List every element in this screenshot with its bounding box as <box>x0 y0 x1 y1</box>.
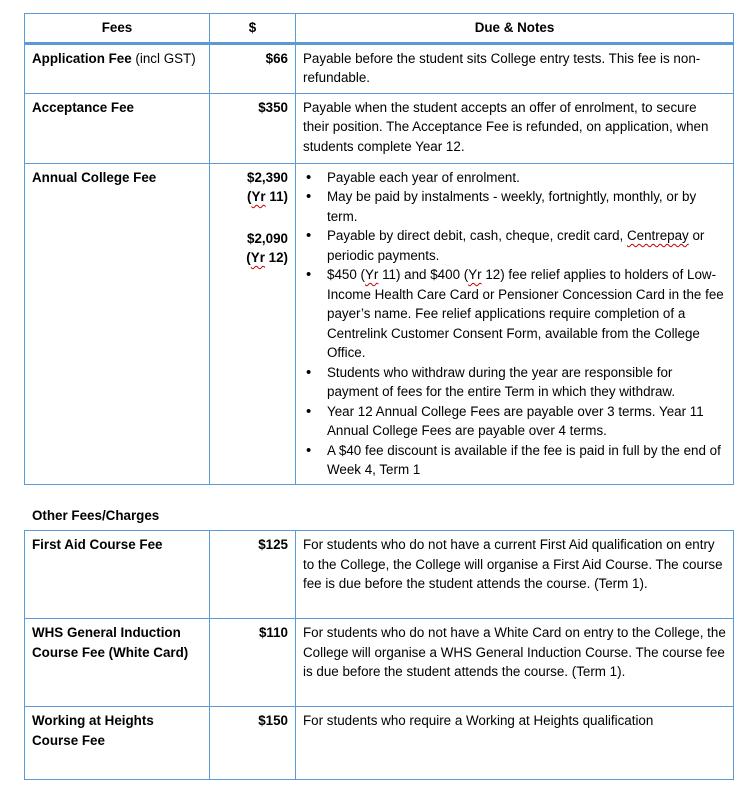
table-row-working-at-heights <box>25 707 734 780</box>
fee-name: Acceptance Fee <box>25 93 210 163</box>
bullet3-centrepay: Centrepay <box>626 228 689 243</box>
annual-amount-cell <box>210 163 296 484</box>
list-item: • A $40 fee discount is available if the fee is paid in full by the end of Week 4, Term 1 <box>303 441 726 480</box>
amount-yr11: $2,390 <box>247 169 288 185</box>
fee-notes: For students who require a Working at Heights qualification <box>296 707 734 780</box>
table-header-row <box>25 14 734 44</box>
fee-name: Working at Heights Course Fee <box>25 707 210 780</box>
fee-notes: Payable before the student sits College entry tests. This fee is non-refundable. <box>296 43 734 93</box>
fee-amount: $350 <box>210 93 296 163</box>
bullet4-text-mid: 11) and $400 ( <box>378 267 469 282</box>
fee-name: First Aid Course Fee <box>25 531 210 619</box>
fee-notes: For students who do not have a current First Aid qualification on entry to the College, the College will organise a First Aid Course. The course fee is due before the student attends the course. (Term 1). <box>296 531 734 619</box>
label-yr12-close: 12) <box>264 250 288 265</box>
label-yr11-open: ( <box>247 189 252 204</box>
bullet3-text-end: or periodic payments. <box>327 228 705 263</box>
fee-name: WHS General Induction Course Fee (White Card) <box>25 619 210 707</box>
label-yr11-close: 11) <box>265 189 288 204</box>
fee-name: Application Fee <box>32 50 132 66</box>
table-row-annual-college-fee <box>25 163 734 484</box>
annual-notes-cell <box>296 163 734 484</box>
amount-yr12: $2,090 <box>247 230 288 246</box>
fee-amount: $125 <box>210 531 296 619</box>
table-row-first-aid <box>25 531 734 619</box>
fee-amount: $110 <box>210 619 296 707</box>
fee-notes: For students who do not have a White Card on entry to the College, the College will organise a WHS General Induction Course. The course fee is due before the student attends the course. (Term 1). <box>296 619 734 707</box>
list-item <box>303 226 726 265</box>
bullet4-yr: Yr <box>364 267 379 282</box>
bullet4-text: $450 ( <box>327 267 365 282</box>
header-fees: Fees <box>25 14 210 44</box>
bullet4-yr-2: Yr <box>468 267 482 282</box>
table-row-acceptance-fee <box>25 93 734 163</box>
annual-notes-list <box>303 168 726 480</box>
bullet3-text: Payable by direct debit, cash, cheque, credit card, <box>327 228 627 243</box>
fee-amount: $150 <box>210 707 296 780</box>
other-fees-heading: Other Fees/Charges <box>32 508 160 523</box>
list-item <box>303 265 726 363</box>
label-yr11 <box>217 187 288 207</box>
label-yr12 <box>217 248 288 268</box>
list-item: • Payable each year of enrolment. <box>303 168 726 188</box>
fee-name-cell <box>25 43 210 93</box>
main-fees-table <box>24 13 734 485</box>
list-item: • Students who withdraw during the year are responsible for payment of fees for the entire Term in which they withdraw. <box>303 363 726 402</box>
table-row-application-fee <box>25 43 734 93</box>
table-row-whs-induction <box>25 619 734 707</box>
fee-amount: $66 <box>210 43 296 93</box>
other-fees-table <box>24 530 734 780</box>
bullet4-text-end: 12) fee relief applies to holders of Low-Income Health Care Card or Pensioner Concession Card in the fee payer’s name. Fee relief applications require completion of a Centrelink Customer Consent Form, available from the College Office. <box>327 267 724 360</box>
label-yr11-yr: Yr <box>251 189 266 204</box>
list-item: • Year 12 Annual College Fees are payable over 3 terms. Year 11 Annual College Fees are payable over 4 terms. <box>303 402 726 441</box>
list-item: • May be paid by instalments - weekly, fortnightly, monthly, or by term. <box>303 187 726 226</box>
fee-notes: Payable when the student accepts an offer of enrolment, to secure their position. The Acceptance Fee is refunded, on application, when students complete Year 12. <box>296 93 734 163</box>
label-yr12-yr: Yr <box>250 250 265 265</box>
header-notes: Due & Notes <box>296 14 734 44</box>
label-yr12-open: ( <box>246 250 251 265</box>
fee-name-suffix: (incl GST) <box>131 50 196 66</box>
header-amount: $ <box>210 14 296 44</box>
fee-name: Annual College Fee <box>25 163 210 484</box>
